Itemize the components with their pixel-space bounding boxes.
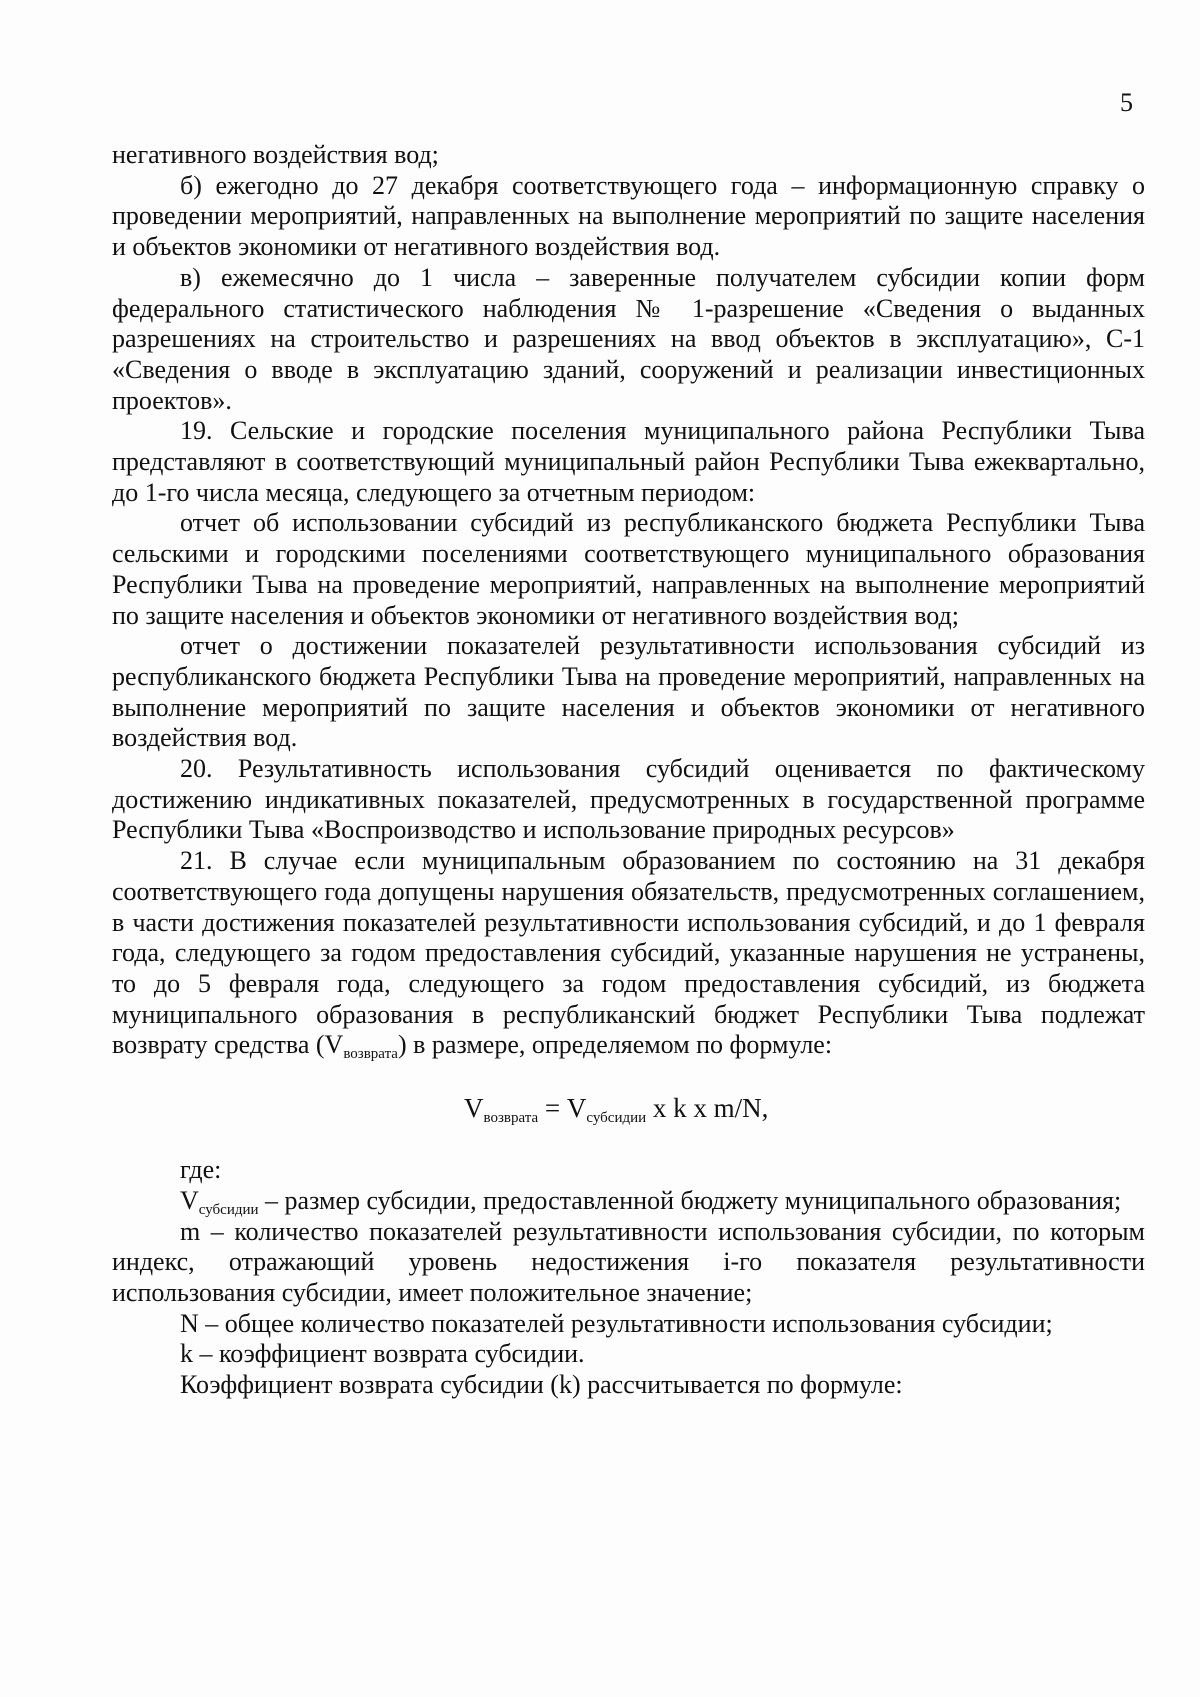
paragraph-21-text-end: ) в размере, определяемом по формуле: xyxy=(397,1030,833,1060)
definition-v xyxy=(112,1186,1145,1217)
refund-formula xyxy=(112,1091,1145,1125)
definition-text: – размер субсидии, предоставленной бюджету муниципального образования; xyxy=(258,1185,1122,1215)
formula-subscript: возврата xyxy=(483,1110,539,1127)
definition-n: N – общее количество показателей результативности использования субсидии; xyxy=(180,1308,1053,1338)
paragraph: 20. Результативность использования субсидий оценивается по фактическому достижению индикативных показателей, предусмотренных в государственной программе Республики Тыва «Воспроизводство и использование природных ресурсов» xyxy=(112,754,1145,845)
page-number: 5 xyxy=(1120,88,1133,117)
definition-k: k – коэффициент возврата субсидии. xyxy=(180,1339,585,1369)
definition-subscript: субсидии xyxy=(198,1201,259,1218)
formula-variable: V xyxy=(464,1093,484,1124)
paragraph: отчет об использовании субсидий из республиканского бюджета Республики Тыва сельскими и городскими поселениями соответствующего муниципального образования Республики Тыва на проведение мероприятий, направленных на выполнение мероприятий по защите населения и объектов экономики от негативного воздействия вод; xyxy=(112,508,1145,630)
definition-variable: V xyxy=(180,1185,199,1215)
formula-rest: x k x m/N, xyxy=(646,1093,769,1124)
paragraph: б) ежегодно до 27 декабря соответствующего года – информационную справку о проведении мероприятий, направленных на выполнение мероприятий по защите населения и объектов экономики от негативного воздействия вод. xyxy=(112,170,1145,262)
paragraph-21-text: 21. В случае если муниципальным образованием по состоянию на 31 декабря соответствующего года допущены нарушения обязательств, предусмотренных соглашением, в части достижения показателей результативности использования субсидий, и до 1 февраля года, следующего за годом предоставления субсидий, указанные нарушения не устранены, то до 5 февраля года, следующего за годом предоставления субсидий, из бюджета муниципального образования в республиканский бюджет Республики Тыва подлежат возврату средства (V xyxy=(112,846,1145,1060)
where-label: где: xyxy=(180,1155,222,1185)
paragraph-21 xyxy=(112,846,1145,1061)
paragraph: отчет о достижении показателей результативности использования субсидий из республиканского бюджета Республики Тыва на проведение мероприятий, направленных на выполнение мероприятий по защите населения и объектов экономики от негативного воздействия вод. xyxy=(112,631,1145,753)
paragraph: в) ежемесячно до 1 числа – заверенные получателем субсидии копии форм федерального статистического наблюдения № 1-разрешение «Сведения о выданных разрешениях на строительство и разрешениях на ввод объектов в эксплуатацию», С-1 «Сведения о вводе в эксплуатацию зданий, сооружений и реализации инвестиционных проектов». xyxy=(112,262,1145,415)
formula-subscript: субсидии xyxy=(586,1110,647,1127)
formula-equals: = xyxy=(538,1093,567,1124)
paragraph: негативного воздействия вод; xyxy=(112,140,439,169)
formula-variable: V xyxy=(566,1093,587,1124)
subscript-text: возврата xyxy=(343,1046,398,1063)
definition-m: m – количество показателей результативности использования субсидии, по которым индекс, отражающий уровень недостижения i-го показателя результативности использования субсидии, имеет положительное значение; xyxy=(112,1216,1145,1307)
document-body xyxy=(112,140,1145,1401)
coefficient-intro: Коэффициент возврата субсидии (k) рассчитывается по формуле: xyxy=(180,1370,903,1400)
paragraph: 19. Сельские и городские поселения муниципального района Республики Тыва представляют в соответствующий муниципальный район Республики Тыва ежеквартально, до 1-го числа месяца, следующего за отчетным периодом: xyxy=(112,416,1145,507)
